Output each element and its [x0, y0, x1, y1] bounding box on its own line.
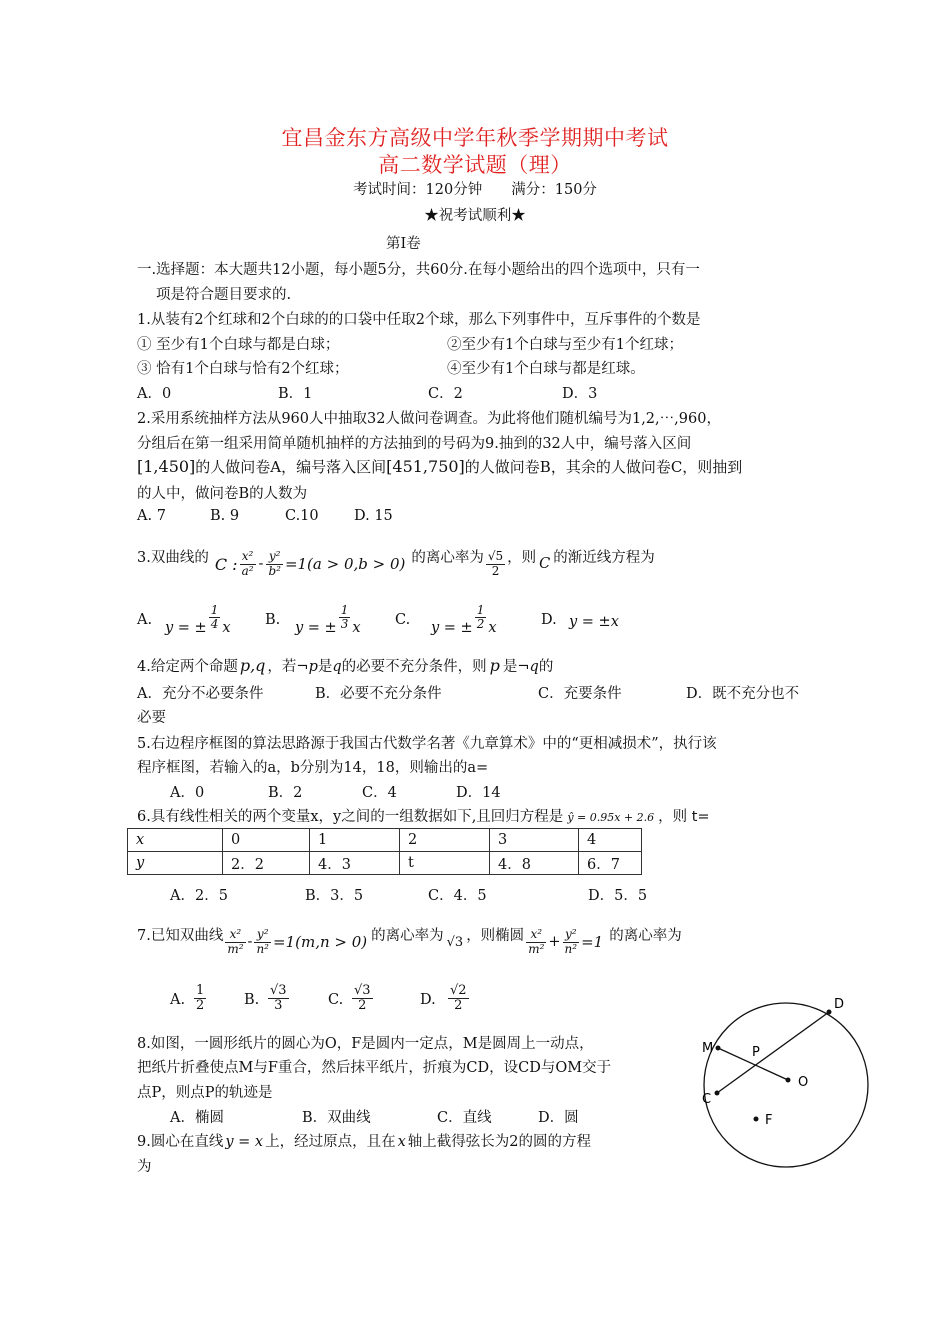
q3-after: ，则: [507, 549, 537, 566]
q9-line1: [137, 1130, 591, 1151]
q7-a-num: 1: [196, 983, 205, 998]
q7-a-den: 2: [196, 998, 205, 1014]
q3-b-expr: y = ±: [295, 619, 337, 636]
q3-options: [137, 604, 697, 644]
label-d: D: [834, 997, 845, 1012]
q3-frac-x: [240, 550, 256, 577]
q8-option-a: A．椭圆: [170, 1110, 224, 1126]
section-intro-line1: 一.选择题：本大题共12小题，每小题5分，共60分.在每小题给出的四个选项中，只有一: [137, 262, 700, 278]
q4-option-d-cont: 必要: [137, 710, 166, 726]
q7-frac-x2: [526, 928, 546, 955]
q3-option-c: [395, 612, 410, 628]
q2-line1-text: 2.采用系统抽样方法从960人中抽取32人做问卷调查。为此将他们随机编号为: [137, 411, 632, 427]
q3-c2: C: [539, 556, 551, 572]
q1-option-a: A．0: [137, 386, 172, 402]
q3-c-label: C :: [214, 554, 238, 574]
q3-d-label: D.: [541, 612, 557, 628]
table-cell: 2: [400, 829, 490, 852]
table-cell: y: [128, 852, 223, 875]
exam-info: 考试时间：120分钟 满分：150分: [353, 182, 597, 198]
q6-option-b: B．3．5: [305, 888, 364, 904]
q3-option-a-expr: [165, 603, 231, 636]
q4-nq: ¬q: [517, 659, 539, 675]
q3-eq-tail: =1(a > 0,b > 0): [284, 555, 406, 573]
label-m: M: [702, 1041, 714, 1056]
q2-numbering: 1,2,⋯,960: [631, 411, 707, 427]
q7-frac-y: [254, 928, 271, 955]
volume-label: 第Ⅰ卷: [386, 236, 421, 252]
label-p: P: [752, 1045, 760, 1060]
point-d: [827, 1010, 832, 1015]
q7-minus: -: [247, 934, 253, 950]
q4-option-c: C．充要条件: [538, 686, 622, 702]
q3-c-expr: y = ±: [431, 619, 473, 636]
q7-eq1-tail: =1(m,n > 0): [273, 933, 368, 951]
q3-c-label2: C.: [395, 612, 411, 628]
label-c: C: [702, 1092, 712, 1107]
q4-t3: 是: [317, 659, 333, 675]
q4-pq: p,q: [239, 656, 266, 675]
q7-mid: 的离心率为: [371, 927, 444, 944]
table-row: [128, 829, 642, 852]
q2-line3: [137, 456, 742, 477]
q4-t1: 4.给定两个命题: [137, 659, 238, 675]
q3-b-label: B.: [265, 612, 281, 628]
table-cell: 3: [490, 829, 579, 852]
table-cell: 4．8: [490, 852, 579, 875]
q7-x2: x²: [225, 928, 245, 942]
table-cell: t: [400, 852, 490, 875]
q2-option-c: C.10: [285, 508, 319, 524]
table-cell: 1: [310, 829, 400, 852]
label-f: F: [765, 1113, 773, 1128]
q4-t2: ，若: [267, 659, 297, 675]
q7-b-num: √3: [270, 983, 287, 998]
q7-option-c: C.: [328, 992, 344, 1008]
q3-option-d: [541, 612, 557, 628]
q7-frac-x: [225, 928, 245, 955]
q3-option-c-expr: [431, 603, 497, 636]
q7-n2b: n²: [564, 941, 578, 956]
q7-m2: m²: [227, 941, 244, 956]
q4-option-a: A．充分不必要条件: [137, 686, 264, 702]
q7-eq2-tail: =1: [581, 933, 604, 951]
q3-option-b: [265, 612, 280, 628]
q2-interval-1: [1,450]: [137, 457, 196, 476]
table-cell: 6．7: [579, 852, 642, 875]
q8-line3: 点P，则点P的轨迹是: [137, 1085, 273, 1101]
q2-option-a: A. 7: [137, 508, 166, 524]
exam-subtitle: 高二数学试题（理）: [378, 153, 572, 177]
q3-ecc: [486, 550, 505, 577]
q6-stem: [137, 805, 710, 826]
q4-p: p: [489, 656, 500, 675]
q2-option-b: B. 9: [210, 508, 240, 524]
q3-x2: x²: [240, 550, 256, 564]
q3-b-x: x: [352, 619, 361, 636]
q1-option-c: C．2: [428, 386, 463, 402]
q5-line1: 5.右边程序框图的算法思路源于我国古代数学名著《九章算术》中的“更相减损术”，执行该: [137, 736, 717, 752]
exam-wish: ★祝考试顺利★: [424, 208, 526, 224]
q7-plus: +: [548, 934, 561, 950]
q3-option-b-expr: [295, 603, 361, 636]
q7-tail: 的离心率为: [609, 927, 682, 944]
q7-prefix: 7.已知双曲线: [137, 927, 224, 944]
q7-option-d: D.: [420, 992, 436, 1008]
point-m: [716, 1046, 721, 1051]
table-cell: 4: [579, 829, 642, 852]
q6-option-a: A．2．5: [170, 888, 228, 904]
q2-line3-text-a: 的人做问卷A，编号落入区间: [195, 458, 387, 476]
q2-line3-text-b: 的人做问卷B，其余的人做问卷C，则抽到: [464, 458, 743, 476]
q1-option-b: B．1: [278, 386, 313, 402]
q8-line1: 8.如图，一圆形纸片的圆心为O，F是圆内一定点，M是圆周上一动点，: [137, 1036, 594, 1052]
q9-t1: 9.圆心在直线: [137, 1134, 224, 1150]
q3-option-d-expr: y = ±x: [569, 614, 619, 630]
q3-minus: -: [258, 556, 264, 572]
table-cell: 4．3: [310, 852, 400, 875]
q6-option-d: D．5．5: [588, 888, 648, 904]
q7-d-num: √2: [450, 983, 467, 998]
q4-q: q: [332, 659, 342, 675]
q7-option-d-frac: [448, 984, 469, 1014]
q1-option-d: D．3: [562, 386, 598, 402]
q7-option-a: A.: [170, 992, 186, 1008]
q3-c-x: x: [488, 619, 497, 636]
q3-b-num: 1: [340, 603, 349, 617]
q6-option-c: C．4．5: [428, 888, 487, 904]
q3-b-den: 3: [340, 617, 349, 632]
q5-option-b: B．2: [268, 785, 303, 801]
q2-line4: 的人中，做问卷B的人数为: [137, 486, 308, 502]
q3-c-num: 1: [476, 603, 485, 617]
q7-mid2: ，则椭圆: [466, 927, 525, 944]
q9-t3: 轴上截得弦长为2的圆的方程: [407, 1134, 592, 1150]
q6-equation: ŷ = 0.95x + 2.6: [567, 811, 655, 824]
q9-t2: 上，经过原点，且在: [265, 1134, 396, 1150]
q7-y2b: y²: [563, 928, 580, 942]
q7-stem: [137, 914, 682, 970]
q3-tail: 的渐近线方程为: [553, 549, 655, 566]
q3-stem: [137, 536, 655, 592]
q3-c-frac: [475, 604, 487, 631]
table-cell: 0: [223, 829, 310, 852]
crease-line-cd: [717, 1012, 829, 1093]
q7-option-a-frac: [194, 984, 206, 1014]
q5-line2: 程序框图，若输入的a，b分别为14，18，则输出的a=: [137, 760, 489, 776]
q3-y2: y²: [266, 550, 283, 564]
q2-interval-2: [451,750]: [386, 457, 465, 476]
point-c: [715, 1091, 720, 1096]
q8-option-d: D．圆: [538, 1110, 579, 1126]
q8-circle-figure: [690, 985, 890, 1185]
q1-event-1: ① 至少有1个白球与都是白球；: [137, 337, 340, 353]
q3-two: 2: [491, 563, 500, 578]
q3-option-a: [137, 612, 152, 628]
q3-c-den: 2: [476, 617, 485, 632]
q5-option-a: A．0: [170, 785, 205, 801]
q7-option-b-frac: [268, 984, 289, 1014]
section-intro-line2: 项是符合题目要求的.: [156, 287, 292, 303]
q7-c-den: 2: [358, 998, 367, 1014]
q2-line1-end: ，: [706, 411, 721, 427]
q4-t4: 的必要不充分条件，则: [341, 659, 487, 675]
q2-line2: 分组后在第一组采用简单随机抽样的方法抽到的号码为9.抽到的32人中，编号落入区间: [137, 436, 692, 452]
point-f: [754, 1117, 759, 1122]
q6-stem-text: 6.具有线性相关的两个变量x，y之间的一组数据如下,且回归方程是: [137, 809, 564, 825]
q3-a-x: x: [222, 619, 231, 636]
q7-c-num: √3: [354, 983, 371, 998]
q5-option-d: D．14: [456, 785, 501, 801]
q3-mid: 的离心率为: [411, 549, 484, 566]
q3-b-frac: [339, 604, 351, 631]
q8-option-c: C．直线: [437, 1110, 492, 1126]
q8-line2: 把纸片折叠使点M与F重合，然后抹平纸片，折痕为CD，设CD与OM交于: [137, 1060, 612, 1076]
q3-a2: a²: [241, 563, 254, 578]
q6-data-table: [127, 828, 642, 875]
q4-t6: 的: [538, 659, 554, 675]
q1-event-2: ②至少有1个白球与至少有1个红球；: [447, 337, 683, 353]
q2-option-d: D. 15: [354, 508, 393, 524]
q3-prefix: 3.双曲线的: [137, 549, 209, 566]
q3-a-num: 1: [210, 603, 219, 617]
q7-options: [170, 984, 510, 1024]
q3-sqrt5: √5: [487, 549, 504, 564]
q7-option-c-frac: [352, 984, 373, 1014]
q8-option-b: B．双曲线: [302, 1110, 371, 1126]
q7-d-den: 2: [454, 998, 463, 1014]
label-o: O: [798, 1075, 809, 1090]
q3-b2: b²: [268, 563, 281, 578]
point-o: [786, 1078, 791, 1083]
q7-x2b: x²: [526, 928, 546, 942]
q3-a-frac: [209, 604, 221, 631]
q9-line2: 为: [137, 1159, 152, 1175]
q7-n2: n²: [256, 941, 269, 956]
q7-m2b: m²: [528, 941, 545, 956]
q3-a-label: A.: [137, 612, 153, 628]
q7-option-b: B.: [244, 992, 260, 1008]
q1-stem: 1.从装有2个红球和2个白球的的口袋中任取2个球，那么下列事件中，互斥事件的个数是: [137, 312, 701, 328]
q7-y2: y²: [254, 928, 271, 942]
q4-option-b: B．必要不充分条件: [315, 686, 442, 702]
q7-frac-y2: [563, 928, 580, 955]
q3-a-den: 4: [210, 617, 219, 632]
q7-b-den: 3: [274, 998, 283, 1014]
q3-frac-y: [266, 550, 283, 577]
table-cell: 2．2: [223, 852, 310, 875]
q9-line-eq: y = x: [225, 1134, 264, 1150]
q9-x-axis: x: [397, 1134, 406, 1150]
exam-title: 宜昌金东方高级中学年秋季学期期中考试: [281, 126, 669, 150]
q7-sqrt3: √3: [446, 934, 464, 950]
q5-option-c: C．4: [362, 785, 397, 801]
q6-tail: ，则 t=: [658, 809, 710, 825]
q2-line1: [137, 407, 721, 428]
q1-event-4: ④至少有1个白球与都是红球。: [447, 361, 645, 377]
q3-a-expr: y = ±: [165, 619, 207, 636]
table-row: [128, 852, 642, 875]
q4-np: ¬p: [296, 659, 318, 675]
q1-event-3: ③ 恰有1个白球与恰有2个红球；: [137, 361, 349, 377]
q4-t5: 是: [502, 659, 518, 675]
q4-stem: [137, 655, 553, 676]
table-cell: x: [128, 829, 223, 852]
q4-option-d: D．既不充分也不: [686, 686, 800, 702]
